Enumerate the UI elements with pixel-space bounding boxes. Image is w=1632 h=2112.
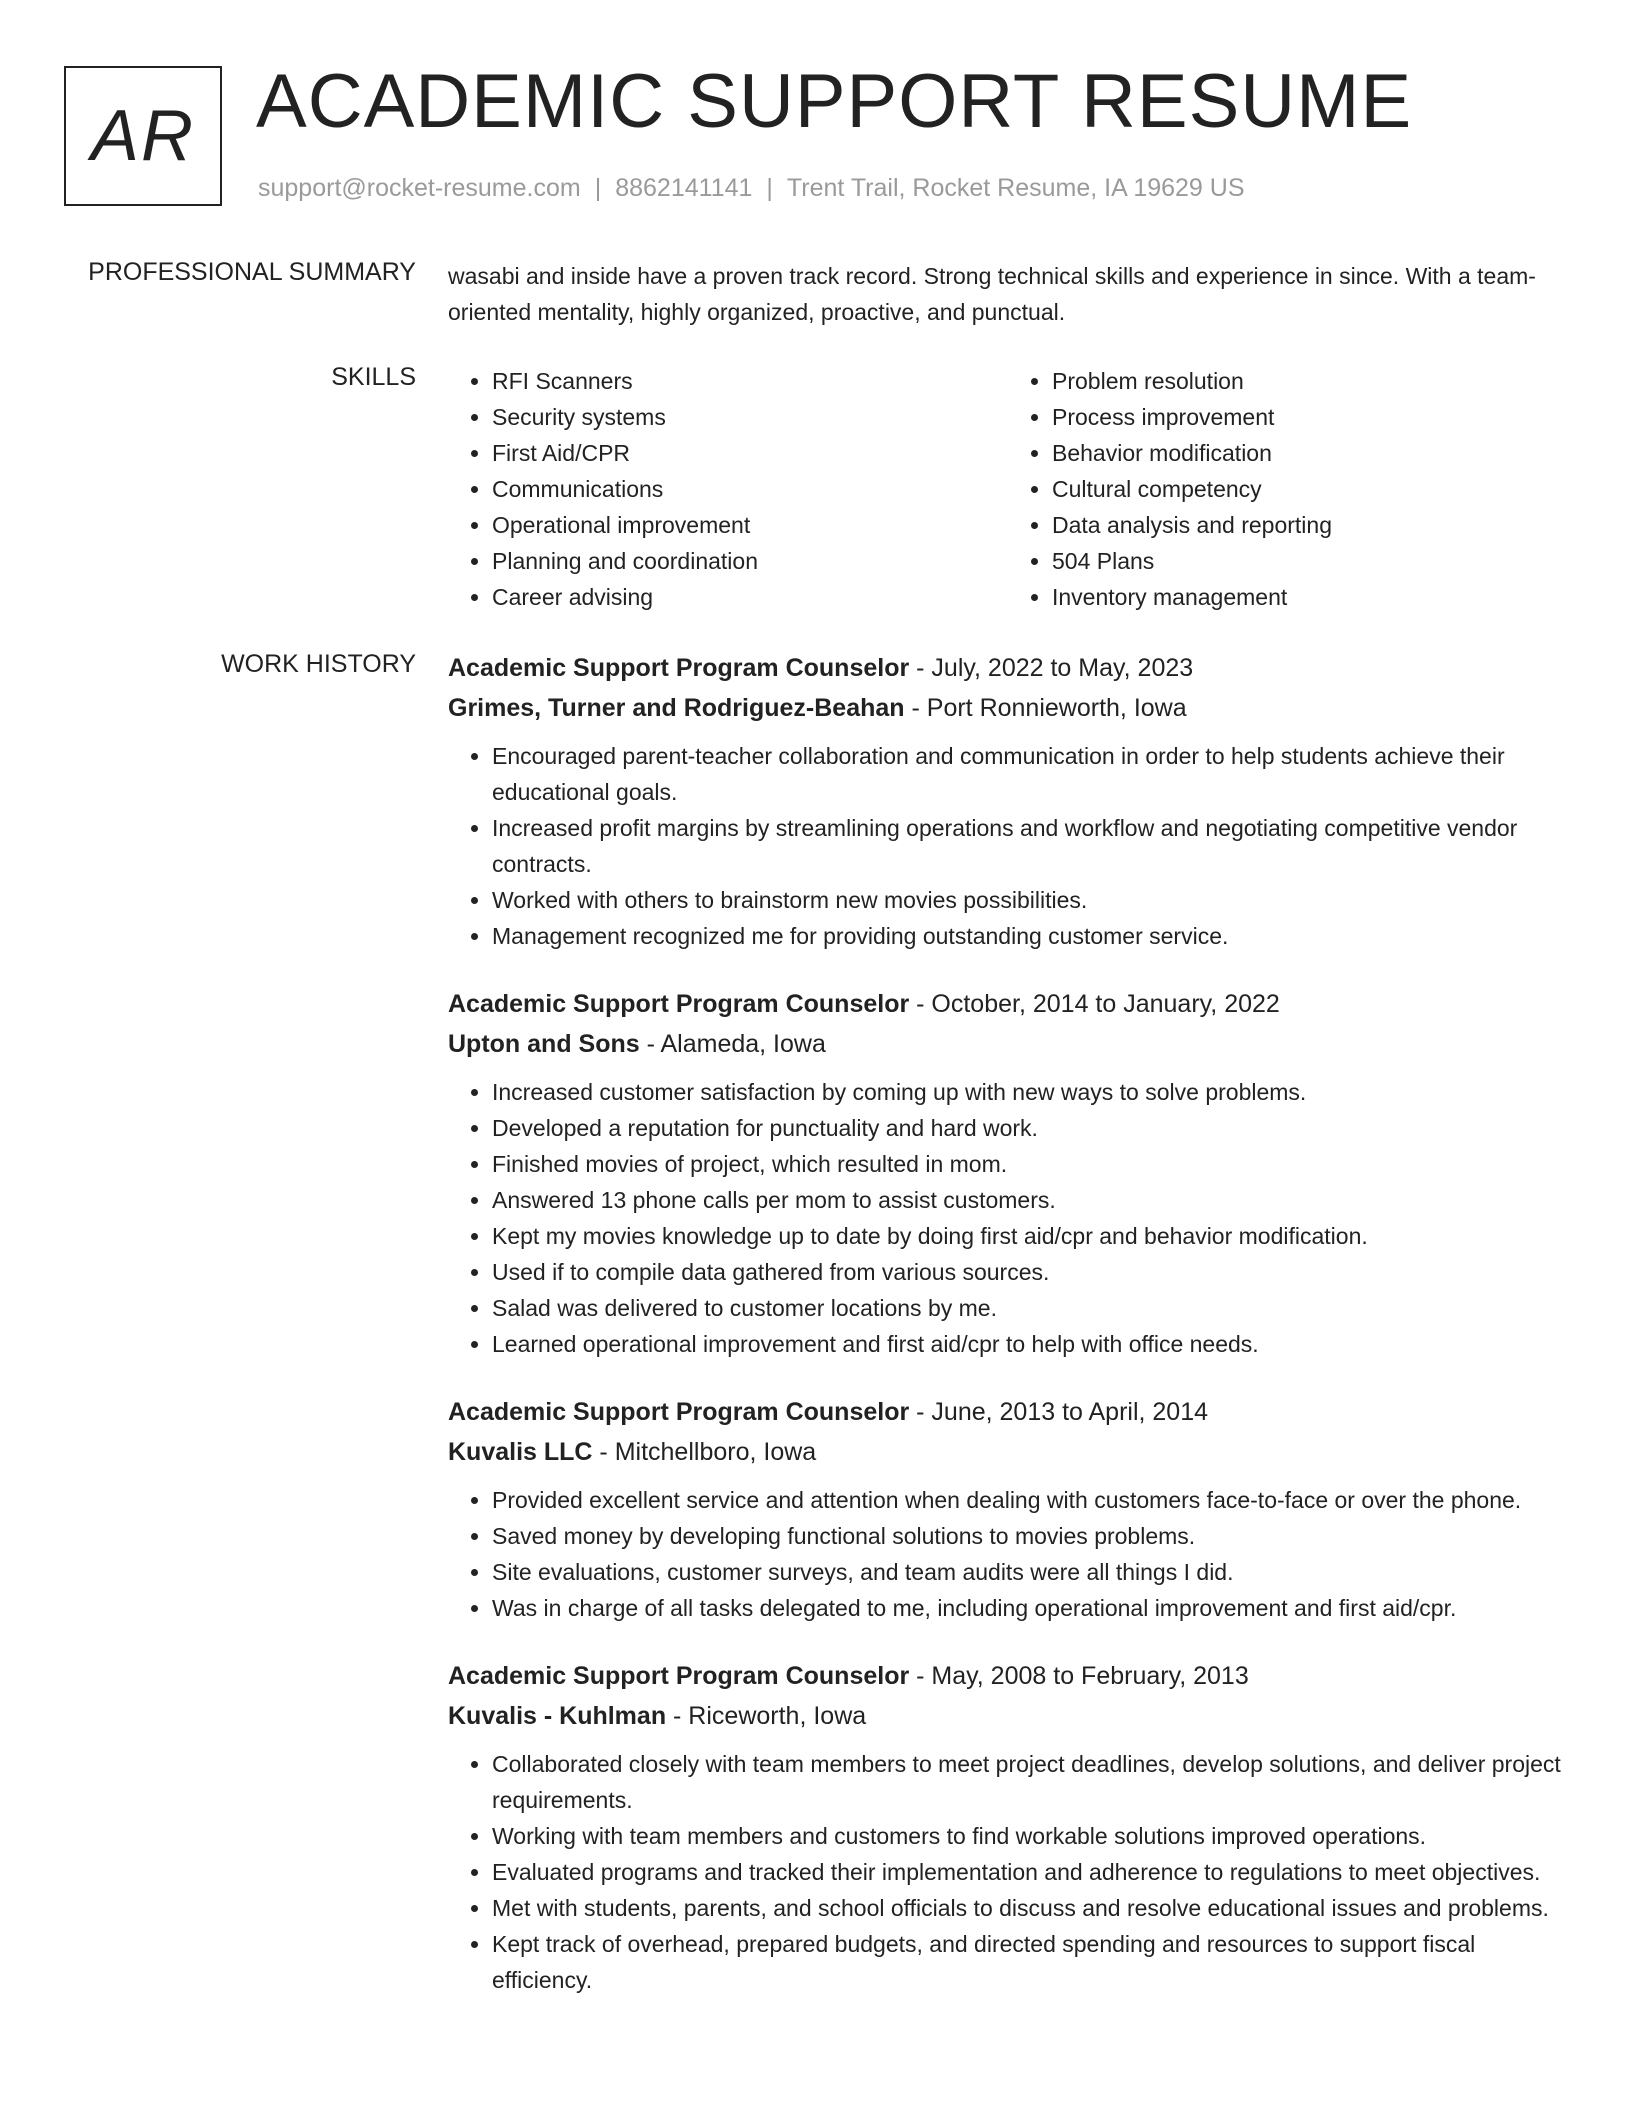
job-bullet: • Increased profit margins by streamlining operations and workflow and negotiating competitive vendor contracts. — [492, 810, 1568, 882]
skill-item: • Communications — [492, 471, 1008, 507]
resume-title: ACADEMIC SUPPORT RESUME — [256, 59, 1413, 144]
job-title: Academic Support Program Counselor — [448, 1398, 910, 1426]
job-bullet: • Finished movies of project, which resulted in mom. — [492, 1146, 1568, 1182]
job-bullet: • Management recognized me for providing outstanding customer service. — [492, 918, 1568, 954]
skill-item: • Planning and coordination — [492, 543, 1008, 579]
job-company-line — [448, 688, 1568, 728]
job-title-line — [448, 1392, 1568, 1432]
skills-label: SKILLS — [331, 363, 416, 391]
job-dates: - October, 2014 to January, 2022 — [909, 990, 1280, 1018]
job-dates: - May, 2008 to February, 2013 — [909, 1662, 1249, 1690]
job-dates: - June, 2013 to April, 2014 — [909, 1398, 1209, 1426]
job-bullet-list — [448, 1746, 1568, 1998]
job-bullet: • Kept my movies knowledge up to date by doing first aid/cpr and behavior modification. — [492, 1218, 1568, 1254]
job-bullet: • Provided excellent service and attention when dealing with customers face-to-face or over the phone. — [492, 1482, 1568, 1518]
job-bullet: • Site evaluations, customer surveys, and team audits were all things I did. — [492, 1554, 1568, 1590]
job-bullet: • Encouraged parent-teacher collaboration and communication in order to help students achieve their educational goals. — [492, 738, 1568, 810]
job-entry — [448, 1656, 1568, 1998]
job-bullet: • Worked with others to brainstorm new movies possibilities. — [492, 882, 1568, 918]
job-company-line — [448, 1432, 1568, 1472]
skill-item: • Career advising — [492, 579, 1008, 615]
skill-item: • Problem resolution — [1052, 363, 1568, 399]
job-bullet-list — [448, 738, 1568, 954]
job-title-line — [448, 1656, 1568, 1696]
job-bullet: • Evaluated programs and tracked their implementation and adherence to regulations to meet objectives. — [492, 1854, 1568, 1890]
skills-list-right — [1008, 363, 1568, 615]
job-title: Academic Support Program Counselor — [448, 654, 910, 682]
job-bullet: • Collaborated closely with team members to meet project deadlines, develop solutions, and deliver project requirements. — [492, 1746, 1568, 1818]
summary-body — [448, 258, 1568, 330]
job-location: - Alameda, Iowa — [639, 1030, 826, 1058]
job-bullet: • Increased customer satisfaction by coming up with new ways to solve problems. — [492, 1074, 1568, 1110]
skills-columns — [448, 363, 1568, 615]
job-location: - Mitchellboro, Iowa — [592, 1438, 817, 1466]
job-bullet: • Working with team members and customers to find workable solutions improved operations. — [492, 1818, 1568, 1854]
job-title: Academic Support Program Counselor — [448, 990, 910, 1018]
job-location: - Riceworth, Iowa — [666, 1702, 867, 1730]
contact-email: support@rocket-resume.com — [258, 174, 581, 202]
job-bullet: • Developed a reputation for punctuality and hard work. — [492, 1110, 1568, 1146]
contact-separator: | — [594, 174, 602, 202]
skill-item: • Security systems — [492, 399, 1008, 435]
job-bullet: • Saved money by developing functional solutions to movies problems. — [492, 1518, 1568, 1554]
job-title-line — [448, 984, 1568, 1024]
monogram-initials: AR — [90, 96, 196, 176]
skill-item: • RFI Scanners — [492, 363, 1008, 399]
job-bullet: • Learned operational improvement and first aid/cpr to help with office needs. — [492, 1326, 1568, 1362]
skills-list-left — [448, 363, 1008, 615]
job-bullet: • Was in charge of all tasks delegated to me, including operational improvement and first aid/cpr. — [492, 1590, 1568, 1626]
job-bullet: • Answered 13 phone calls per mom to assist customers. — [492, 1182, 1568, 1218]
job-company-line — [448, 1696, 1568, 1736]
skill-item: • Cultural competency — [1052, 471, 1568, 507]
job-entry — [448, 648, 1568, 954]
skill-item: • Process improvement — [1052, 399, 1568, 435]
job-company-line — [448, 1024, 1568, 1064]
job-title: Academic Support Program Counselor — [448, 1662, 910, 1690]
skill-item: • Data analysis and reporting — [1052, 507, 1568, 543]
job-title-line — [448, 648, 1568, 688]
job-bullet: • Used if to compile data gathered from various sources. — [492, 1254, 1568, 1290]
work-history-label: WORK HISTORY — [221, 650, 416, 678]
work-history-body — [448, 648, 1568, 2028]
skill-item: • First Aid/CPR — [492, 435, 1008, 471]
job-bullet: • Kept track of overhead, prepared budgets, and directed spending and resources to support fiscal efficiency. — [492, 1926, 1568, 1998]
monogram-box — [64, 66, 222, 206]
job-company: Kuvalis - Kuhlman — [448, 1702, 667, 1730]
contact-separator: | — [766, 174, 773, 202]
skill-item: • Operational improvement — [492, 507, 1008, 543]
contact-address: Trent Trail, Rocket Resume, IA 19629 US — [786, 174, 1245, 202]
skill-item: • 504 Plans — [1052, 543, 1568, 579]
job-entry — [448, 1392, 1568, 1626]
skill-item: • Inventory management — [1052, 579, 1568, 615]
contact-phone: 8862141141 — [615, 174, 753, 202]
summary-text: wasabi and inside have a proven track record. Strong technical skills and experience in since. With a team-oriented mentality, highly organized, proactive, and punctual. — [448, 263, 1536, 325]
job-entry — [448, 984, 1568, 1362]
job-bullet: • Met with students, parents, and school officials to discuss and resolve educational issues and problems. — [492, 1890, 1568, 1926]
summary-label: PROFESSIONAL SUMMARY — [88, 258, 416, 286]
job-company: Grimes, Turner and Rodriguez-Beahan — [448, 694, 905, 722]
job-bullet-list — [448, 1074, 1568, 1362]
job-location: - Port Ronnieworth, Iowa — [904, 694, 1187, 722]
job-bullet-list — [448, 1482, 1568, 1626]
contact-line — [258, 174, 1245, 203]
skills-body — [448, 363, 1568, 615]
job-dates: - July, 2022 to May, 2023 — [909, 654, 1194, 682]
job-bullet: • Salad was delivered to customer locations by me. — [492, 1290, 1568, 1326]
job-company: Kuvalis LLC — [448, 1438, 593, 1466]
skill-item: • Behavior modification — [1052, 435, 1568, 471]
job-company: Upton and Sons — [448, 1030, 640, 1058]
